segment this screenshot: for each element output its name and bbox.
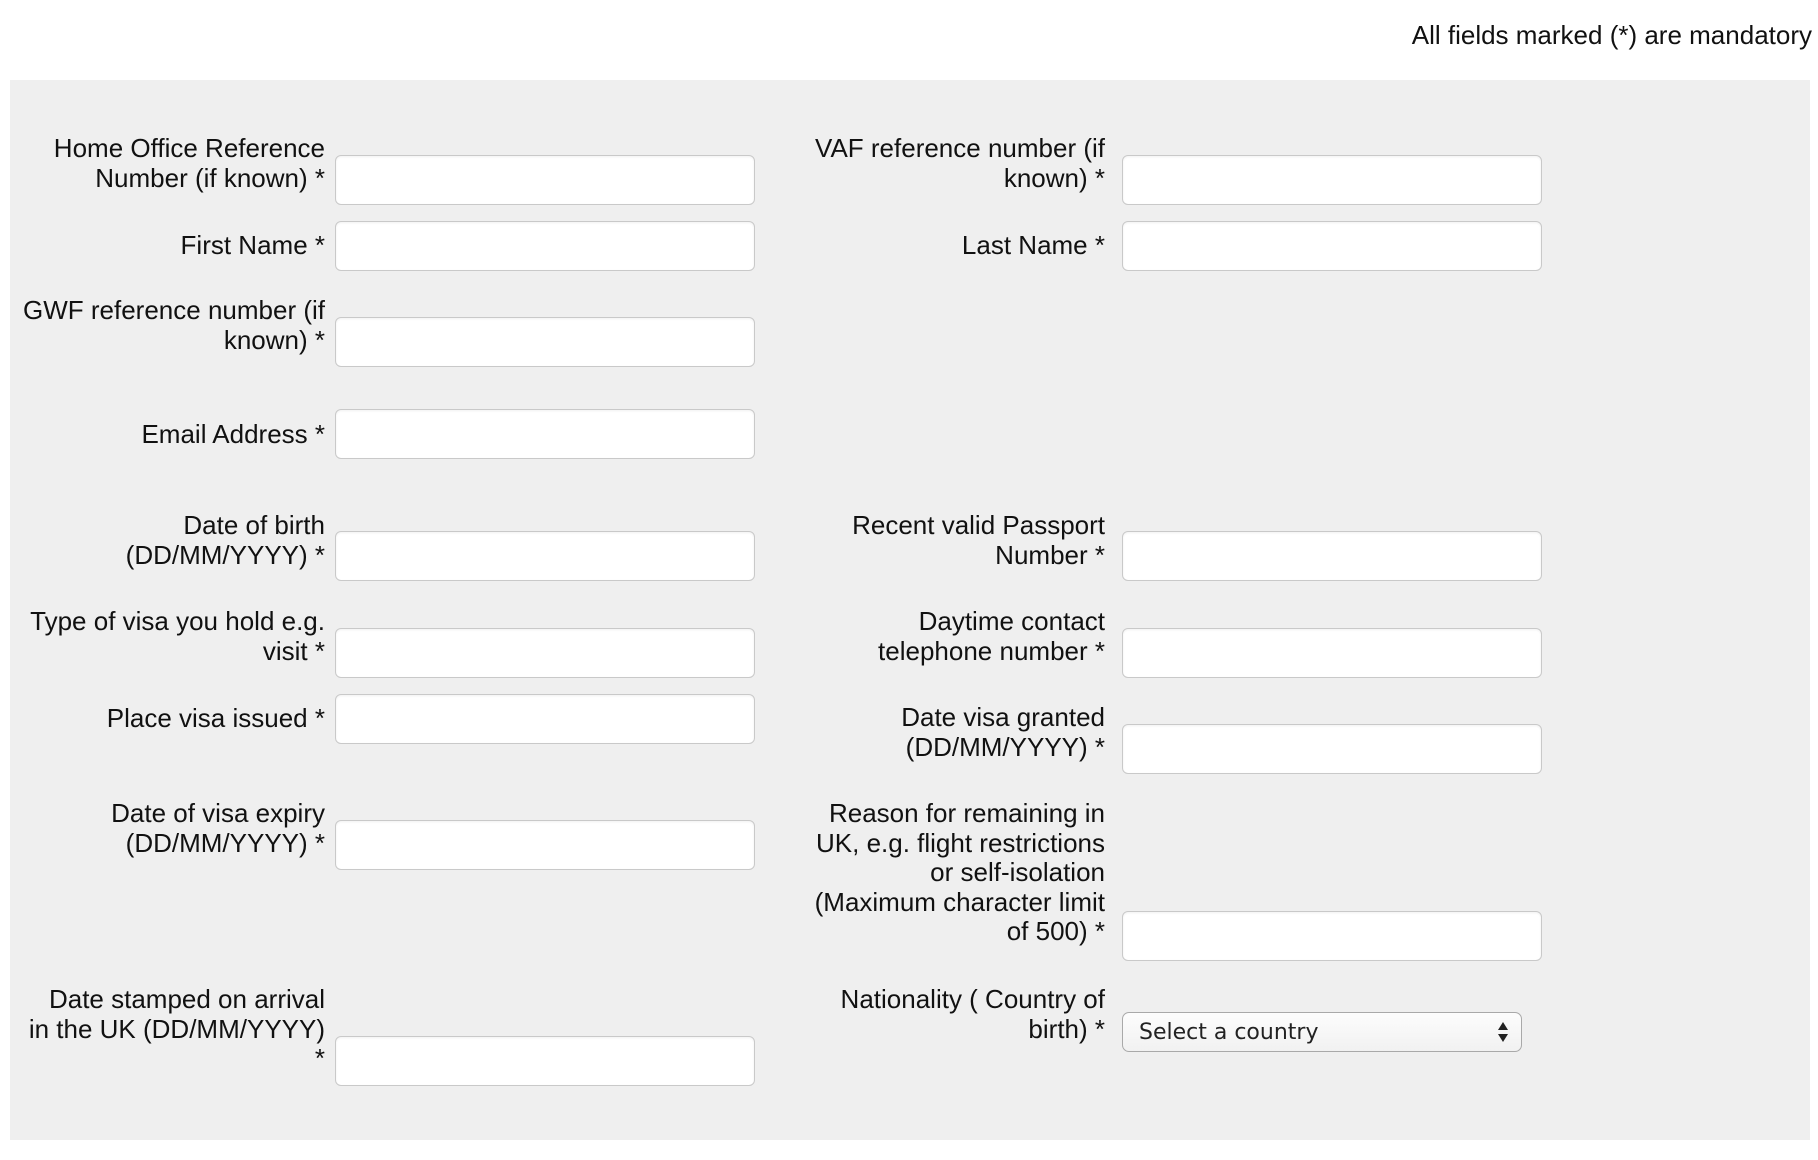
place-issued-label: Place visa issued * bbox=[106, 703, 325, 733]
gwf-ref-input[interactable] bbox=[335, 317, 755, 367]
visa-type-label: Type of visa you hold e.g. visit * bbox=[30, 606, 325, 666]
dob-input[interactable] bbox=[335, 531, 755, 581]
passport-label: Recent valid Passport Number * bbox=[852, 510, 1105, 570]
arrival-date-input[interactable] bbox=[335, 1036, 755, 1086]
place-issued-input[interactable] bbox=[335, 694, 755, 744]
nationality-label: Nationality ( Country of birth) * bbox=[840, 984, 1105, 1044]
mandatory-fields-note: All fields marked (*) are mandatory bbox=[1411, 20, 1812, 50]
select-arrows-icon bbox=[1497, 1020, 1509, 1044]
first-name-input[interactable] bbox=[335, 221, 755, 271]
visa-type-input[interactable] bbox=[335, 628, 755, 678]
last-name-input[interactable] bbox=[1122, 221, 1542, 271]
home-office-ref-label: Home Office Reference Number (if known) * bbox=[53, 133, 325, 193]
vaf-ref-input[interactable] bbox=[1122, 155, 1542, 205]
nationality-select[interactable] bbox=[1122, 1012, 1522, 1052]
vaf-ref-label: VAF reference number (if known) * bbox=[815, 133, 1105, 193]
nationality-select-value: Select a country bbox=[1139, 1019, 1319, 1045]
gwf-ref-label: GWF reference number (if known) * bbox=[23, 295, 325, 355]
passport-input[interactable] bbox=[1122, 531, 1542, 581]
email-label: Email Address * bbox=[141, 419, 325, 449]
date-granted-label: Date visa granted (DD/MM/YYYY) * bbox=[901, 702, 1105, 762]
date-granted-input[interactable] bbox=[1122, 724, 1542, 774]
arrival-date-label: Date stamped on arrival in the UK (DD/MM/YYYY) * bbox=[28, 984, 325, 1073]
reason-label: Reason for remaining in UK, e.g. flight restrictions or self-isolation (Maximum character limit of 500) * bbox=[814, 798, 1105, 946]
email-input[interactable] bbox=[335, 409, 755, 459]
reason-input[interactable] bbox=[1122, 911, 1542, 961]
visa-expiry-input[interactable] bbox=[335, 820, 755, 870]
dob-label: Date of birth (DD/MM/YYYY) * bbox=[125, 510, 325, 570]
first-name-label: First Name * bbox=[180, 230, 325, 260]
last-name-label: Last Name * bbox=[961, 230, 1105, 260]
phone-label: Daytime contact telephone number * bbox=[878, 606, 1105, 666]
visa-expiry-label: Date of visa expiry (DD/MM/YYYY) * bbox=[111, 798, 325, 858]
home-office-ref-input[interactable] bbox=[335, 155, 755, 205]
phone-input[interactable] bbox=[1122, 628, 1542, 678]
